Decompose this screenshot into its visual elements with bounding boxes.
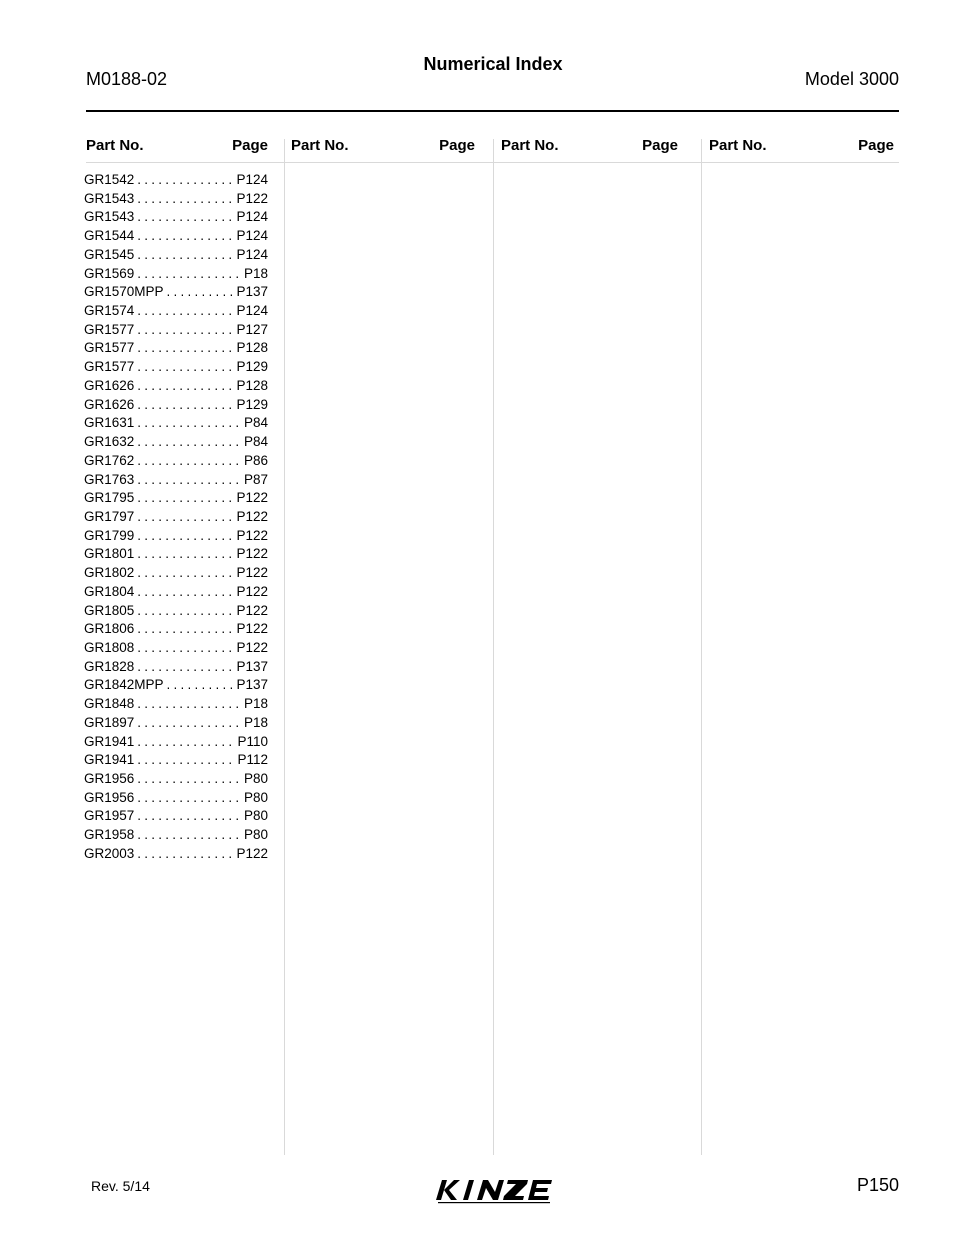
index-entry	[84, 452, 268, 471]
part-number: GR1631	[84, 415, 135, 431]
part-number: GR1958	[84, 827, 135, 843]
index-entry	[84, 545, 268, 564]
page-reference: P110	[237, 733, 268, 749]
page-reference: P122	[236, 508, 268, 524]
dot-leader	[137, 545, 233, 564]
dot-leader	[137, 190, 233, 209]
index-entry	[84, 789, 268, 808]
page-reference: P80	[243, 789, 268, 805]
index-entry	[84, 377, 268, 396]
page-reference: P122	[236, 490, 268, 506]
dot-leader	[167, 283, 234, 302]
part-number: GR1808	[84, 639, 135, 655]
page-header: Page	[232, 137, 268, 154]
page-reference: P122	[236, 583, 268, 599]
index-entry	[84, 302, 268, 321]
page-reference: P84	[243, 415, 268, 431]
part-number: GR1941	[84, 752, 135, 768]
column-divider	[493, 139, 494, 1155]
page-reference: P124	[236, 246, 268, 262]
dot-leader	[137, 396, 233, 415]
page-reference: P18	[243, 265, 268, 281]
page-reference: P80	[243, 827, 268, 843]
dot-leader	[137, 171, 233, 190]
index-entry	[84, 227, 268, 246]
part-number: GR1577	[84, 321, 135, 337]
part-no-header: Part No.	[709, 137, 767, 154]
dot-leader	[137, 845, 233, 864]
index-entry	[84, 508, 268, 527]
index-entry	[84, 527, 268, 546]
part-no-header: Part No.	[86, 137, 144, 154]
dot-leader	[137, 321, 233, 340]
part-number: GR1848	[84, 696, 135, 712]
part-number: GR1805	[84, 602, 135, 618]
index-entry	[84, 658, 268, 677]
index-entry	[84, 714, 268, 733]
index-entry	[84, 489, 268, 508]
dot-leader	[137, 377, 233, 396]
dot-leader	[137, 208, 233, 227]
part-number: GR1801	[84, 546, 135, 562]
index-entry	[84, 283, 268, 302]
index-entry	[84, 265, 268, 284]
part-number: GR1543	[84, 209, 135, 225]
index-entry	[84, 414, 268, 433]
column-header-3	[501, 137, 678, 157]
page-number: P150	[856, 1175, 899, 1195]
page-reference: P124	[236, 303, 268, 319]
dot-leader	[137, 508, 233, 527]
part-no-header: Part No.	[501, 137, 559, 154]
part-no-header: Part No.	[291, 137, 349, 154]
page-reference: P137	[236, 677, 268, 693]
part-number: GR1632	[84, 434, 135, 450]
part-number: GR1799	[84, 527, 135, 543]
dot-leader	[137, 302, 233, 321]
index-entry	[84, 321, 268, 340]
page-reference: P122	[236, 546, 268, 562]
revision-label: Rev. 5/14	[91, 1178, 150, 1194]
index-entry	[84, 564, 268, 583]
dot-leader	[137, 639, 233, 658]
part-number: GR1842MPP	[84, 677, 164, 693]
part-number: GR1574	[84, 303, 135, 319]
index-entry	[84, 602, 268, 621]
part-number: GR1626	[84, 396, 135, 412]
column-divider	[701, 139, 702, 1155]
part-number: GR1577	[84, 359, 135, 375]
page-reference: P129	[236, 396, 268, 412]
document-id: M0188-02	[86, 69, 168, 89]
dot-leader	[137, 227, 233, 246]
dot-leader	[137, 489, 233, 508]
index-entry	[84, 358, 268, 377]
dot-leader	[137, 658, 233, 677]
dot-leader	[137, 583, 233, 602]
index-entry	[84, 583, 268, 602]
index-entry	[84, 208, 268, 227]
page-reference: P18	[243, 696, 268, 712]
dot-leader	[137, 695, 241, 714]
index-entry	[84, 845, 268, 864]
page-header: Page	[642, 137, 678, 154]
page-reference: P122	[236, 190, 268, 206]
index-entry	[84, 339, 268, 358]
index-entries	[84, 171, 268, 864]
part-number: GR1797	[84, 508, 135, 524]
part-number: GR1626	[84, 377, 135, 393]
page-reference: P18	[243, 714, 268, 730]
dot-leader	[137, 452, 241, 471]
index-entry	[84, 733, 268, 752]
part-number: GR1544	[84, 228, 135, 244]
index-entry	[84, 471, 268, 490]
part-number: GR1828	[84, 658, 135, 674]
page-reference: P86	[243, 452, 268, 468]
part-number: GR2003	[84, 845, 135, 861]
dot-leader	[137, 339, 233, 358]
page-reference: P122	[236, 602, 268, 618]
page-reference: P128	[236, 377, 268, 393]
dot-leader	[137, 770, 241, 789]
index-entry	[84, 751, 268, 770]
part-number: GR1802	[84, 565, 135, 581]
part-number: GR1956	[84, 771, 135, 786]
dot-leader	[137, 414, 241, 433]
dot-leader	[137, 527, 233, 546]
part-number: GR1570MPP	[84, 284, 164, 300]
page-reference: P128	[236, 340, 268, 356]
page-reference: P137	[236, 658, 268, 674]
index-entry	[84, 190, 268, 209]
part-number: GR1806	[84, 621, 135, 637]
dot-leader	[137, 807, 241, 826]
index-entry	[84, 171, 268, 190]
part-number: GR1763	[84, 471, 135, 487]
column-header-1	[86, 137, 268, 157]
page-reference: P122	[236, 527, 268, 543]
part-number: GR1762	[84, 452, 135, 468]
page-reference: P122	[236, 639, 268, 655]
part-number: GR1577	[84, 340, 135, 356]
part-number: GR1956	[84, 789, 135, 805]
column-header-2	[291, 137, 475, 157]
dot-leader	[167, 676, 234, 695]
part-number: GR1941	[84, 733, 135, 749]
dot-leader	[137, 733, 234, 752]
page-reference: P87	[243, 471, 268, 487]
dot-leader	[137, 620, 233, 639]
index-entry	[84, 807, 268, 826]
dot-leader	[137, 471, 241, 490]
page-reference: P122	[236, 845, 268, 861]
dot-leader	[137, 714, 241, 733]
index-entry	[84, 695, 268, 714]
column-divider	[284, 139, 285, 1155]
header-divider	[86, 110, 899, 112]
page-reference: P80	[243, 771, 268, 786]
index-entry	[84, 770, 268, 789]
page-reference: P122	[236, 565, 268, 581]
part-number: GR1795	[84, 490, 135, 506]
index-entry	[84, 396, 268, 415]
index-entry	[84, 826, 268, 845]
dot-leader	[137, 789, 241, 808]
page-reference: P124	[236, 209, 268, 225]
page-reference: P137	[236, 284, 268, 300]
dot-leader	[137, 826, 241, 845]
part-number: GR1543	[84, 190, 135, 206]
dot-leader	[137, 358, 233, 377]
page-reference: P122	[236, 621, 268, 637]
page-header: Page	[439, 137, 475, 154]
page-reference: P84	[243, 434, 268, 450]
model-name: Model 3000	[804, 69, 899, 89]
index-entry	[84, 246, 268, 265]
index-entry	[84, 639, 268, 658]
page-title: Numerical Index	[423, 54, 563, 74]
part-number: GR1569	[84, 265, 135, 281]
dot-leader	[137, 564, 233, 583]
page-reference: P127	[236, 321, 268, 337]
page-reference: P124	[236, 172, 268, 187]
index-entry	[84, 620, 268, 639]
index-entry	[84, 433, 268, 452]
part-number: GR1804	[84, 583, 135, 599]
dot-leader	[137, 265, 241, 284]
dot-leader	[137, 433, 241, 452]
page-reference: P129	[236, 359, 268, 375]
dot-leader	[137, 751, 234, 770]
kinze-logo	[432, 1176, 554, 1206]
part-number: GR1897	[84, 714, 135, 730]
page-reference: P80	[243, 808, 268, 824]
page-reference: P124	[236, 228, 268, 244]
column-header-4	[709, 137, 894, 157]
dot-leader	[137, 246, 233, 265]
part-number: GR1545	[84, 246, 135, 262]
index-entry	[84, 676, 268, 695]
page-reference: P112	[237, 752, 268, 768]
part-number: GR1957	[84, 808, 135, 824]
dot-leader	[137, 602, 233, 621]
page-header: Page	[858, 137, 894, 154]
part-number: GR1542	[84, 172, 135, 187]
